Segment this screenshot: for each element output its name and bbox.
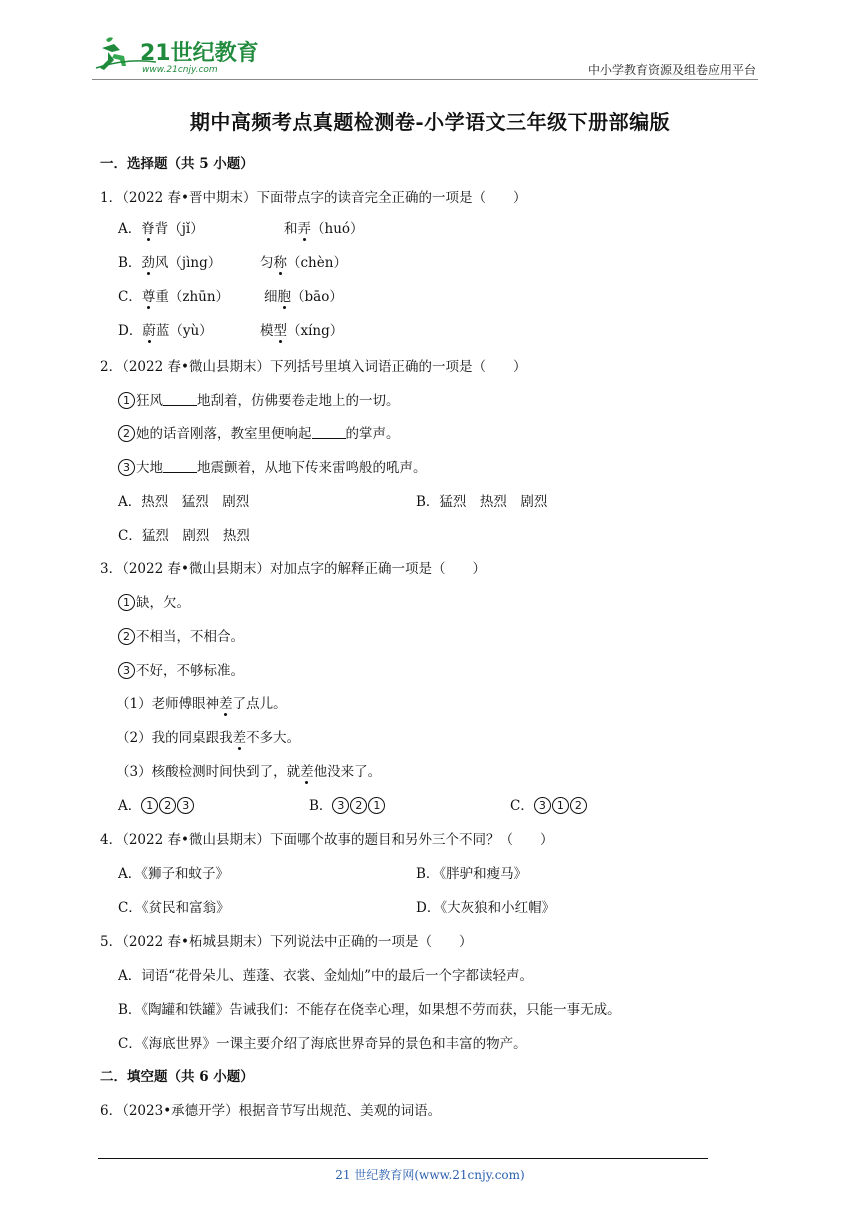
q1-option-a-part2: 和弄（huó）: [284, 217, 364, 237]
q1-option-b-part2: 匀称（chèn）: [260, 251, 347, 271]
q3-example-2: （2）我的同桌跟我差不多大。: [116, 726, 300, 746]
answer-blank: [163, 460, 197, 473]
circled-number: 1: [118, 392, 135, 409]
circled-number: 2: [118, 628, 135, 645]
header-divider: [92, 79, 758, 80]
q3-meaning-1: 1 缺，欠。: [118, 591, 190, 611]
q3-example-1: （1）老师傅眼神差了点儿。: [116, 692, 287, 712]
q1-option-c-part1[interactable]: C．尊重（zhūn）: [118, 285, 229, 305]
q2-option-a[interactable]: A．热烈 猛烈 剧烈: [118, 494, 250, 510]
q1-option-d-part1[interactable]: D．蔚蓝（yù）: [118, 319, 213, 339]
q2-sentence-2: 2 她的话音刚落，教室里便响起 的掌声。: [118, 422, 400, 442]
site-logo: [92, 30, 262, 80]
q5-option-a[interactable]: A．词语“花骨朵儿、莲蓬、衣裳、金灿灿”中的最后一个字都读轻声。: [118, 968, 534, 984]
q3-meaning-2: 2 不相当，不相合。: [118, 625, 244, 645]
svg-text:www.21cnjy.com: www.21cnjy.com: [142, 65, 218, 75]
question-1-stem: 1．（2022 春•晋中期末）下面带点字的读音完全正确的一项是（ ）: [100, 190, 527, 206]
page-title: 期中高频考点真题检测卷-小学语文三年级下册部编版: [189, 110, 671, 134]
circled-number: 2: [118, 425, 135, 442]
q2-sentence-1: 1 狂风 地刮着，仿佛要卷走地上的一切。: [118, 389, 400, 409]
circled-number: 3: [118, 662, 135, 679]
svg-text:21世纪教育: 21世纪教育: [140, 41, 259, 66]
circled-number: 1: [118, 594, 135, 611]
answer-blank: [312, 426, 346, 439]
section-heading-choice: 一．选择题（共 5 小题）: [100, 156, 254, 172]
q3-option-b[interactable]: B． 3 2 1: [309, 794, 386, 814]
question-4-stem: 4．（2022 春•微山县期末）下面哪个故事的题目和另外三个不同？（ ）: [100, 832, 554, 848]
q3-option-a[interactable]: A． 1 2 3: [118, 794, 195, 814]
section-heading-fill: 二．填空题（共 6 小题）: [100, 1069, 254, 1085]
q2-sentence-3: 3 大地 地震颤着，从地下传来雷鸣般的吼声。: [118, 456, 427, 476]
q1-option-a-part1[interactable]: A．脊背（jǐ）: [118, 217, 204, 237]
question-6-stem: 6．（2023•承德开学）根据音节写出规范、美观的词语。: [100, 1103, 442, 1119]
q4-option-b[interactable]: B．《胖驴和瘦马》: [416, 866, 528, 882]
q3-meaning-3: 3 不好，不够标准。: [118, 659, 244, 679]
question-2-stem: 2．（2022 春•微山县期末）下列括号里填入词语正确的一项是（ ）: [100, 359, 527, 375]
q3-example-3: （3）核酸检测时间快到了，就差他没来了。: [116, 760, 381, 780]
q2-option-c[interactable]: C．猛烈 剧烈 热烈: [118, 528, 250, 544]
circled-number: 3: [118, 459, 135, 476]
answer-blank: [163, 393, 197, 406]
question-5-stem: 5．（2022 春•柘城县期末）下列说法中正确的一项是（ ）: [100, 934, 473, 950]
q5-option-b[interactable]: B．《陶罐和铁罐》告诫我们：不能存在侥幸心理，如果想不劳而获，只能一事无成。: [118, 1002, 621, 1018]
q1-option-b-part1[interactable]: B．劲风（jìng）: [118, 251, 221, 271]
q4-option-c[interactable]: C．《贫民和富翁》: [118, 900, 230, 916]
q1-option-c-part2: 细胞（bāo）: [264, 285, 343, 305]
q1-option-d-part2: 模型（xíng）: [260, 319, 343, 339]
runner-logo-icon: [92, 30, 262, 80]
q4-option-a[interactable]: A．《狮子和蚊子》: [118, 866, 229, 882]
footer-link[interactable]: 21 世纪教育网(www.21cnjy.com): [335, 1168, 525, 1182]
q3-option-c[interactable]: C． 3 1 2: [510, 794, 588, 814]
q2-option-b[interactable]: B．猛烈 热烈 剧烈: [416, 494, 548, 510]
platform-name: 中小学教育资源及组卷应用平台: [587, 63, 756, 77]
footer-divider: [98, 1158, 708, 1159]
question-3-stem: 3．（2022 春•微山县期末）对加点字的解释正确一项是（ ）: [100, 561, 486, 577]
q4-option-d[interactable]: D．《大灰狼和小红帽》: [416, 900, 556, 916]
q5-option-c[interactable]: C．《海底世界》一课主要介绍了海底世界奇异的景色和丰富的物产。: [118, 1036, 527, 1052]
